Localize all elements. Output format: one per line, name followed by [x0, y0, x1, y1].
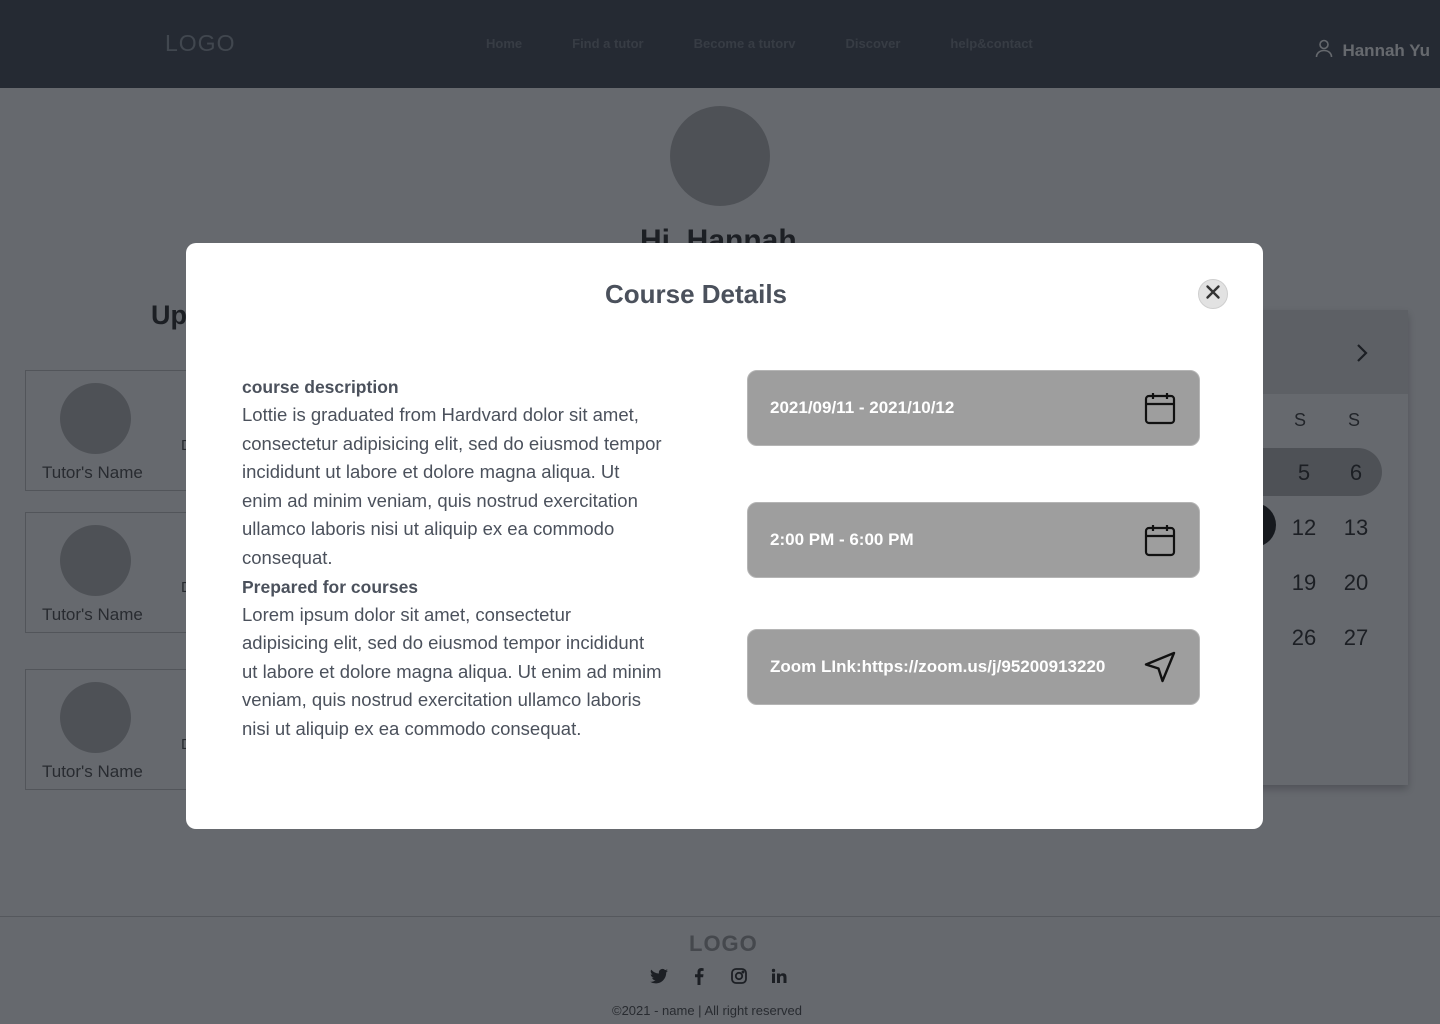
date-range-field[interactable]: [747, 370, 1200, 446]
description-heading: course description: [242, 377, 399, 397]
modal-title: Course Details: [604, 279, 788, 309]
zoom-link-value[interactable]: Zoom LInk:https://zoom.us/j/95200913220: [770, 657, 1106, 676]
calendar-icon[interactable]: [1143, 391, 1177, 425]
close-button[interactable]: [1198, 279, 1228, 309]
description-text: Lottie is graduated from Hardvard dolor sit amet, consectetur adipisicing elit, sed do eiusmod tempor incididunt ut labore et dolore magna aliqua. Ut enim ad minim veniam, quis nostrud exercitation ullamco laboris nisi ut aliquip ex ea commodo consequat.: [242, 404, 662, 568]
zoom-link-field[interactable]: [747, 629, 1200, 705]
prepared-text: Lorem ipsum dolor sit amet, consectetur adipisicing elit, sed do eiusmod tempor incididunt ut labore et dolore magna aliqua. Ut enim ad minim veniam, quis nostrud exercitation ullamco laboris nisi ut aliquip ex ea commodo consequat.: [242, 603, 662, 739]
calendar-icon[interactable]: [1143, 523, 1177, 557]
course-description-section: [242, 373, 662, 744]
course-details-modal: [186, 243, 1263, 829]
close-icon: [1205, 284, 1221, 305]
time-range-value: 2:00 PM - 6:00 PM: [770, 530, 914, 549]
send-icon[interactable]: [1143, 650, 1177, 684]
time-range-field[interactable]: [747, 502, 1200, 578]
prepared-heading: Prepared for courses: [242, 576, 419, 597]
date-range-value: 2021/09/11 - 2021/10/12: [770, 398, 955, 417]
